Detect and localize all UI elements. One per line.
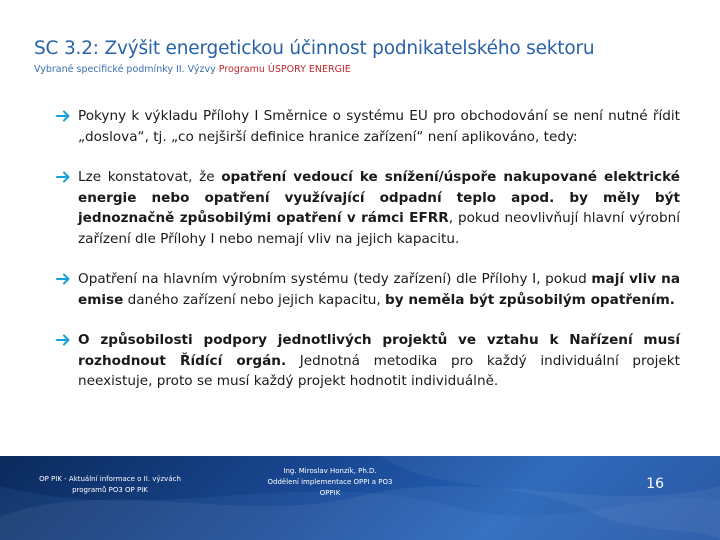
subtitle-prefix: Vybrané specifické podmínky II. Výzvy	[34, 64, 219, 75]
bullet-list	[56, 106, 680, 412]
arrow-right-icon	[56, 109, 71, 123]
subtitle-accent: Programu ÚSPORY ENERGIE	[218, 64, 351, 75]
footer-left-line2: programů PO3 OP PIK	[72, 486, 148, 494]
footer-left-line1: OP PIK - Aktuální informace o II. výzvách	[39, 475, 181, 483]
bullet-text: daného zařízení nebo jejich kapacitu,	[123, 291, 386, 308]
bullet-bold-text: opatření vedoucí ke snížení/úspoře nakupované elektrické energie nebo opatření využívající odpadní teplo apod. by měly být jednoznačně způsobilými opatření v rámci EFRR	[78, 169, 680, 226]
bullet-item	[56, 167, 680, 249]
bullet-item	[56, 106, 680, 147]
arrow-right-icon	[56, 272, 71, 286]
footer-center-line3: OPPIK	[319, 489, 341, 497]
bullet-item	[56, 269, 680, 310]
bullet-item	[56, 330, 680, 392]
bullet-text: Opatření na hlavním výrobním systému (tedy zařízení) dle Přílohy I, pokud	[78, 271, 592, 287]
bullet-text: Pokyny k výkladu Přílohy I Směrnice o systému EU pro obchodování se není nutné řídit „doslova“, tj. „co nejširší definice hranice zařízení“ není aplikováno, tedy:	[78, 108, 680, 145]
bullet-bold-text: mají vliv na emise	[78, 271, 680, 308]
bullet-bold-text: O způsobilosti podpory jednotlivých projektů ve vztahu k Nařízení musí rozhodnout Řídící orgán.	[78, 332, 680, 369]
footer-center-line2: Oddělení implementace OPPI a PO3	[267, 478, 393, 486]
footer-center-line1: Ing. Miroslav Honzík, Ph.D.	[283, 467, 377, 475]
slide-title: SC 3.2: Zvýšit energetickou účinnost podnikatelského sektoru	[34, 38, 595, 59]
footer-program-info	[30, 474, 190, 496]
bullet-text: , pokud neovlivňují hlavní výrobní zařízení dle Přílohy I nebo nemají vliv na jejich kapacitu.	[78, 210, 680, 247]
bullet-text: Jednotná metodika pro každý individuální projekt neexistuje, proto se musí každý projekt hodnotit individuálně.	[78, 352, 680, 389]
arrow-right-icon	[56, 333, 71, 347]
footer-bar	[0, 456, 720, 540]
bullet-bold-text: by neměla být způsobilým opatřením.	[385, 291, 675, 308]
page-number: 16	[646, 476, 664, 492]
arrow-right-icon	[56, 170, 71, 184]
footer-author-info	[210, 466, 450, 499]
slide-subtitle	[34, 64, 351, 75]
bullet-text: Lze konstatovat, že	[78, 169, 222, 185]
